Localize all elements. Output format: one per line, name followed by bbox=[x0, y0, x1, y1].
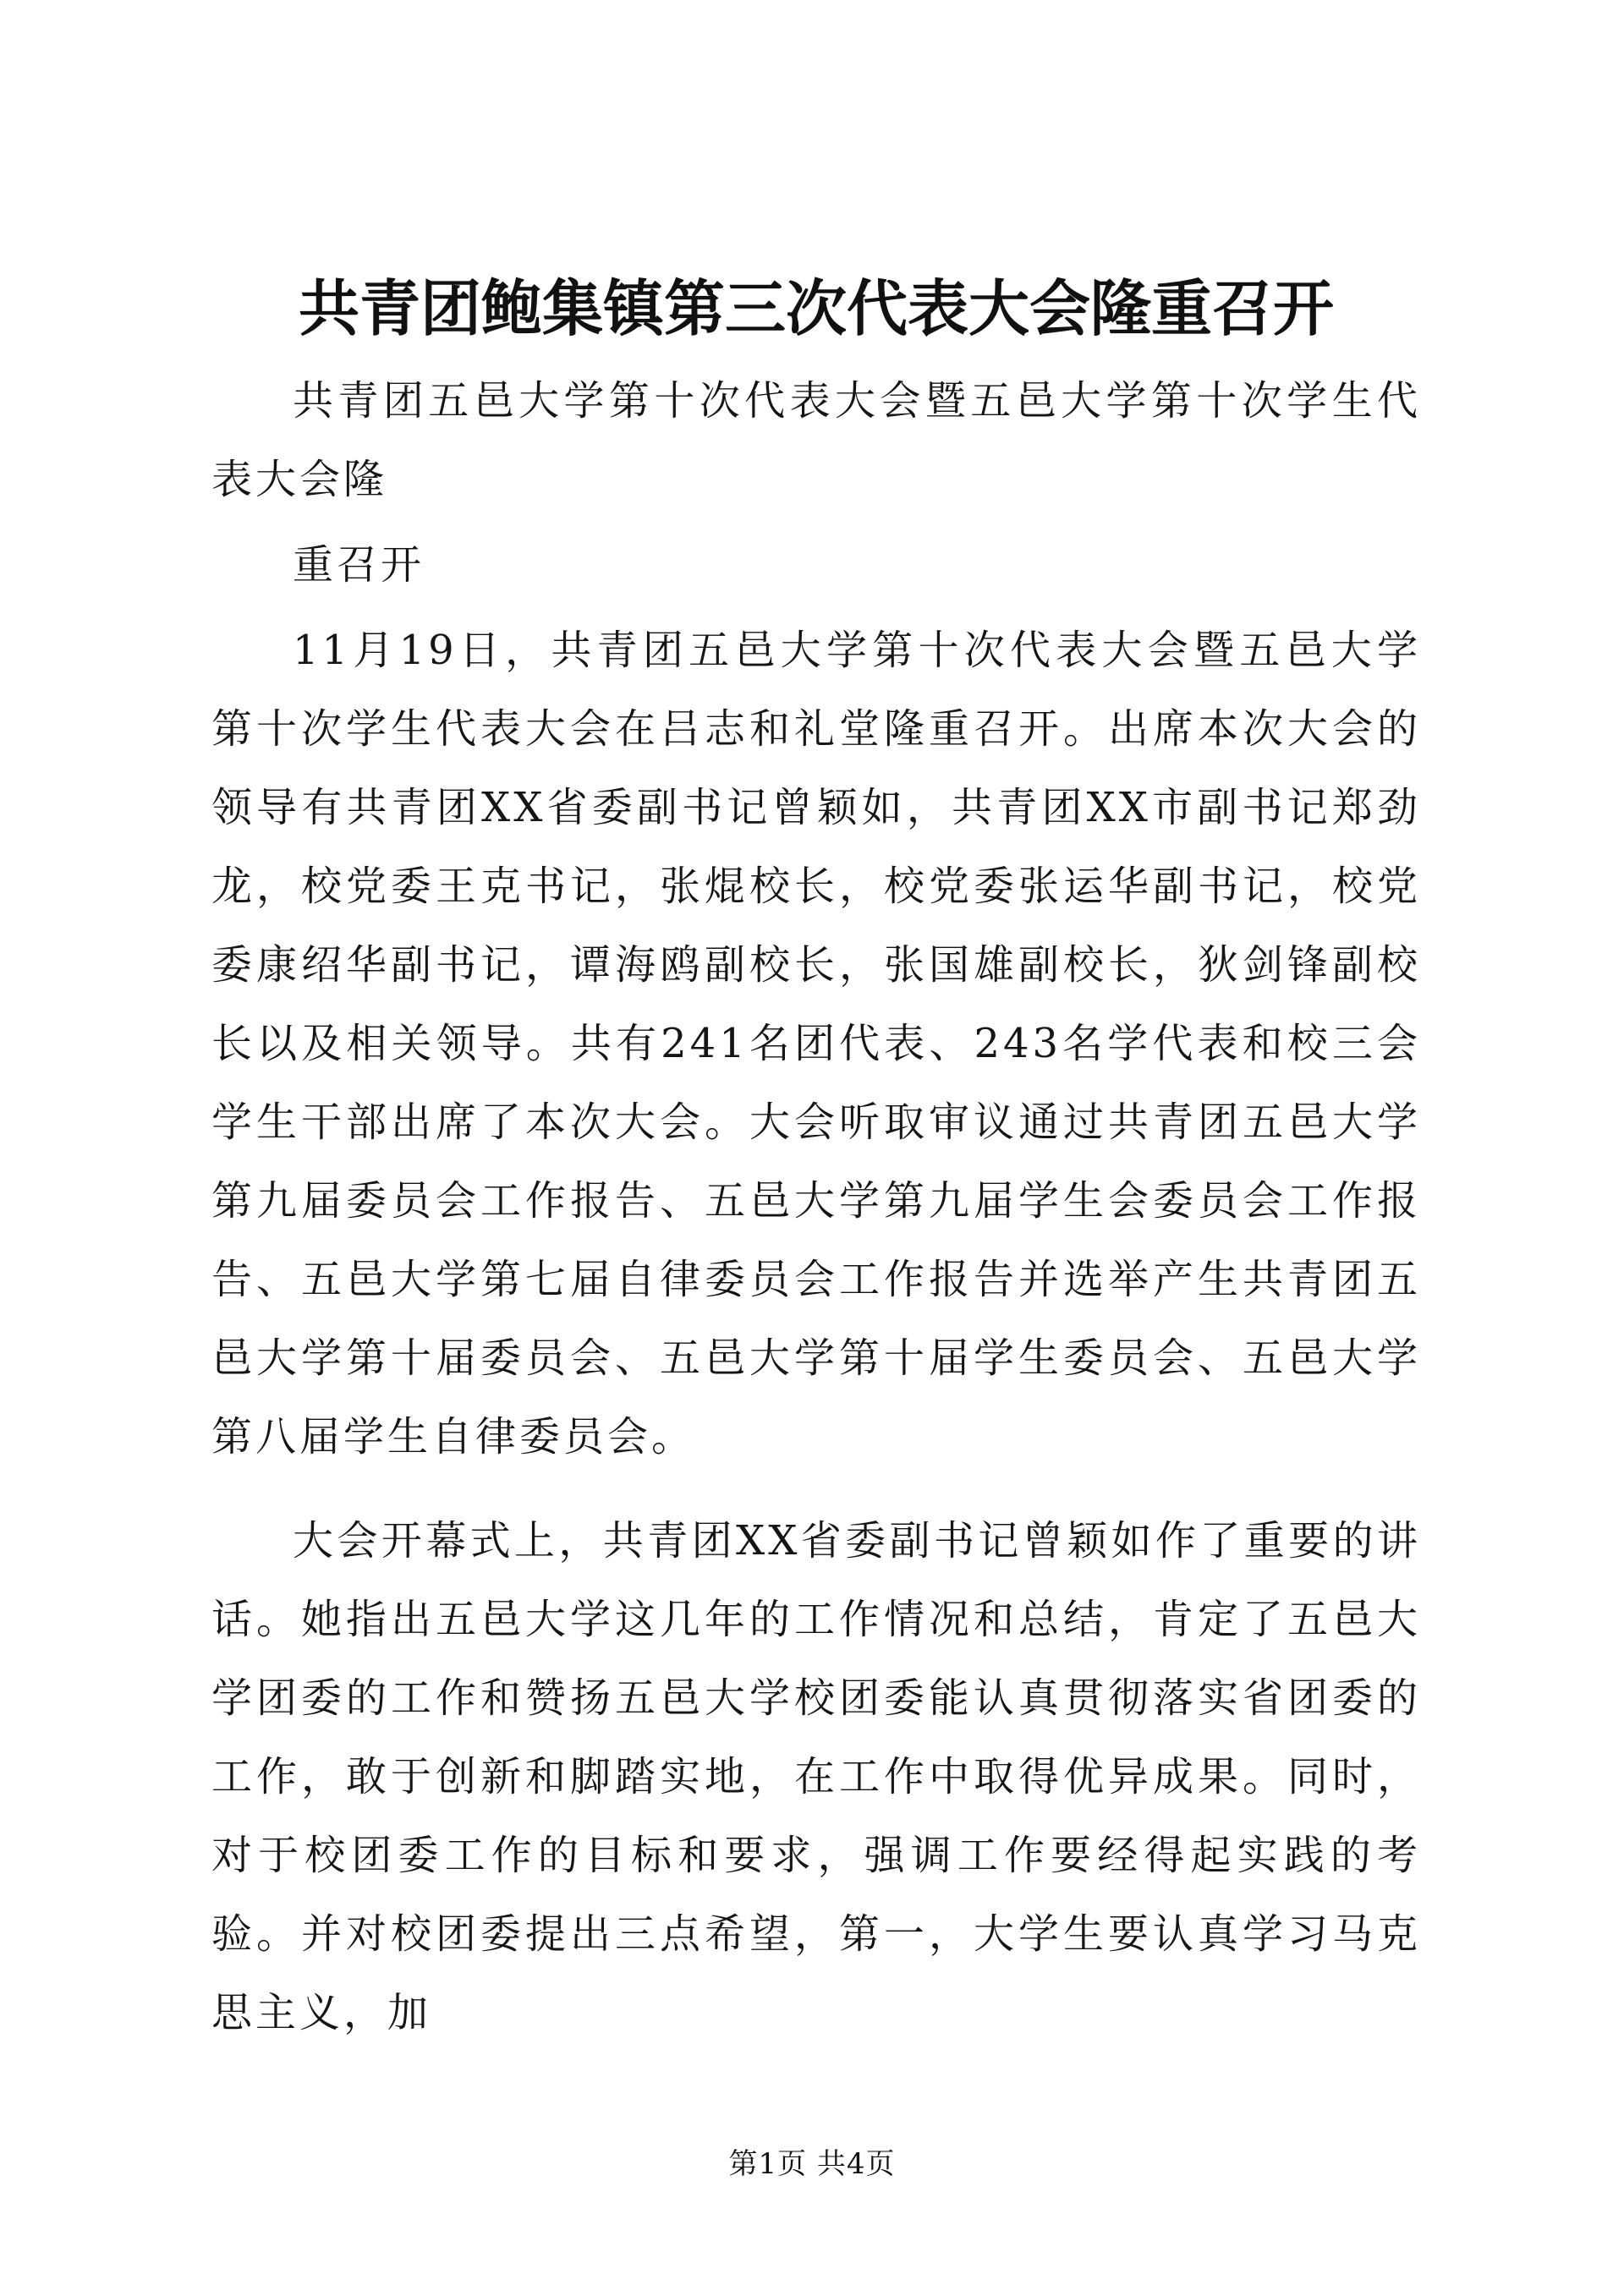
subtitle-paragraph-2: 重召开 bbox=[293, 541, 425, 589]
subtitle-paragraph-1: 共青团五邑大学第十次代表大会暨五邑大学第十次学生代表大会隆 bbox=[211, 377, 1421, 503]
body-paragraph-1: 11月19日，共青团五邑大学第十次代表大会暨五邑大学第十次学生代表大会在吕志和礼堂隆重召开。出席本次大会的领导有共青团XX省委副书记曾颖如，共青团XX市副书记郑劲龙，校党委王克书记，张焜校长，校党委张运华副书记，校党委康绍华副书记，谭海鸥副校长，张国雄副校长，狄剑锋副校长以及相关领导。共有241名团代表、243名学代表和校三会学生干部出席了本次大会。大会听取审议通过共青团五邑大学第九届委员会工作报告、五邑大学第九届学生会委员会工作报告、五邑大学第七届自律委员会工作报告并选举产生共青团五邑大学第十届委员会、五邑大学第十届学生委员会、五邑大学第八届学生自律委员会。 bbox=[211, 627, 1421, 1460]
body-paragraph-2: 大会开幕式上，共青团XX省委副书记曾颖如作了重要的讲话。她指出五邑大学这几年的工作情况和总结，肯定了五邑大学团委的工作和赞扬五邑大学校团委能认真贯彻落实省团委的工作，敢于创新和脚踏实地，在工作中取得优异成果。同时，对于校团委工作的目标和要求，强调工作要经得起实践的考验。并对校团委提出三点希望，第一，大学生要认真学习马克思主义，加 bbox=[211, 1517, 1421, 2036]
page-number-footer: 第1页 共4页 bbox=[728, 2147, 896, 2181]
document-content bbox=[211, 271, 1421, 2078]
document-title: 共青团鲍集镇第三次代表大会隆重召开 bbox=[298, 272, 1334, 344]
